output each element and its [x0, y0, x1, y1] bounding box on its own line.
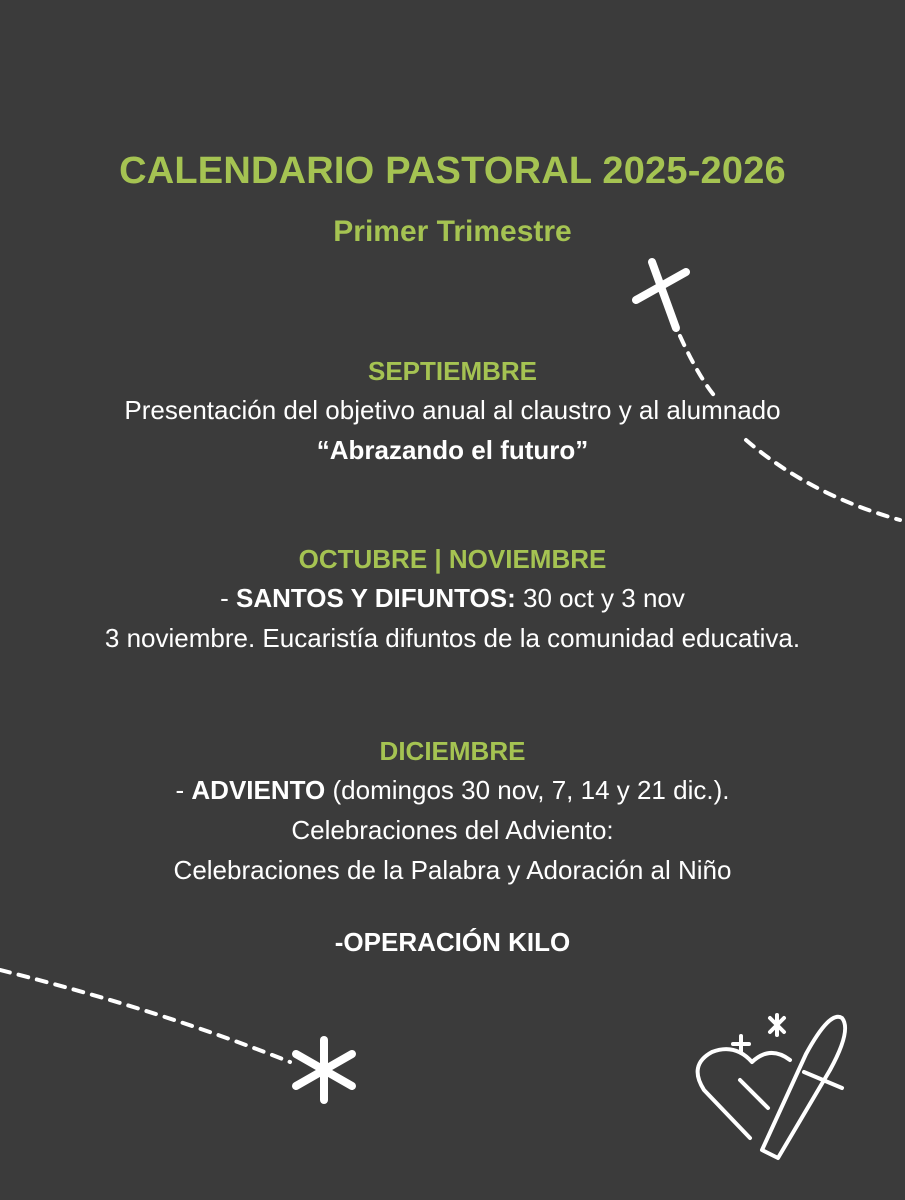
dashed-path-bottom: [0, 970, 290, 1062]
page-subtitle: Primer Trimestre: [333, 215, 572, 248]
operation-kilo: -OPERACIÓN KILO: [334, 927, 571, 957]
heart-check-logo-icon: [698, 1015, 846, 1158]
section-line: [0, 770, 905, 810]
asterisk-icon: [296, 1040, 352, 1100]
section-line: Celebraciones de la Palabra y Adoración al Niño: [173, 855, 732, 885]
event-name: ADVIENTO: [191, 775, 326, 805]
section-heading: SEPTIEMBRE: [367, 356, 538, 386]
section-line: 3 noviembre. Eucaristía difuntos de la comunidad educativa.: [104, 623, 801, 653]
section-line: Presentación del objetivo anual al claustro y al alumnado: [124, 395, 781, 425]
section-heading: DICIEMBRE: [379, 736, 526, 766]
section-september: [0, 352, 905, 470]
page-title: CALENDARIO PASTORAL 2025-2026: [119, 150, 786, 192]
event-dates: 30 oct y 3 nov: [515, 583, 685, 613]
cross-icon: [636, 262, 686, 328]
event-name: SANTOS Y DIFUNTOS:: [235, 583, 516, 613]
objective-motto: “Abrazando el futuro”: [316, 435, 589, 465]
section-december: [0, 732, 905, 890]
line-prefix: -: [220, 583, 236, 613]
line-prefix: -: [175, 775, 192, 805]
section-line: Celebraciones del Adviento:: [291, 815, 614, 845]
section-heading: OCTUBRE | NOVIEMBRE: [298, 544, 607, 574]
section-line: [0, 578, 905, 618]
section-october-november: [0, 540, 905, 658]
event-dates: (domingos 30 nov, 7, 14 y 21 dic.).: [325, 775, 730, 805]
